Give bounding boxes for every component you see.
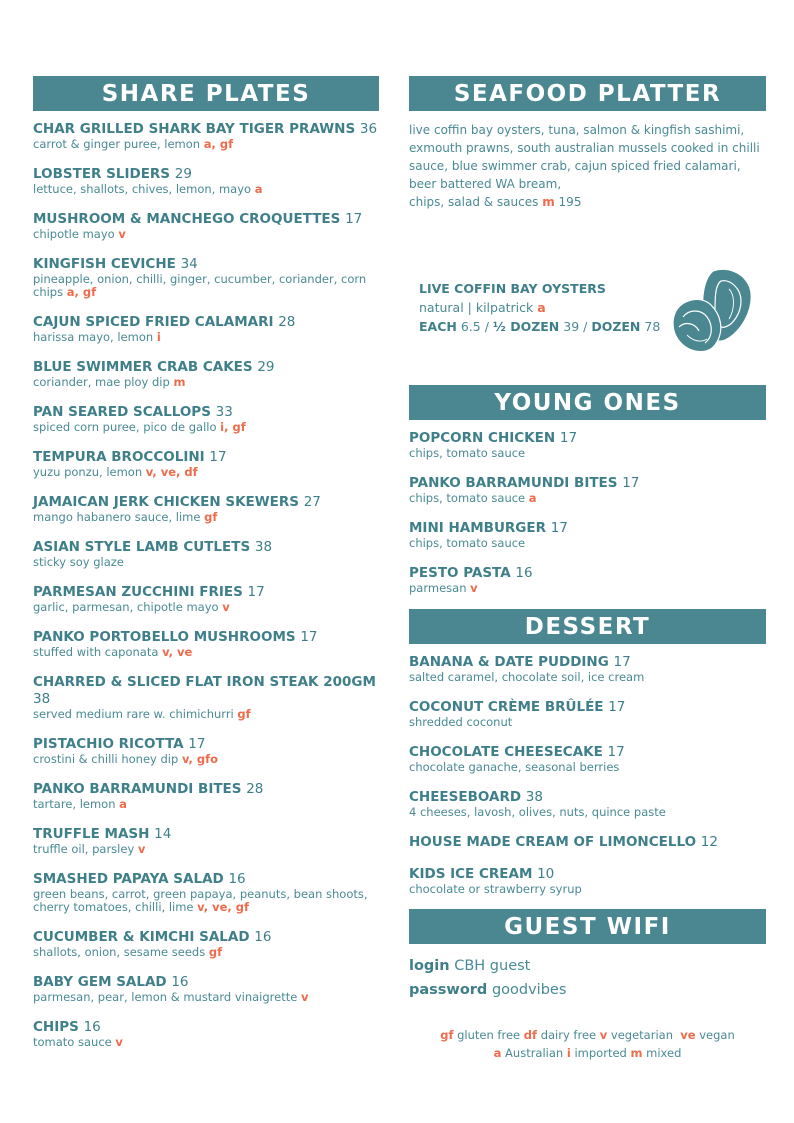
menu-item-heading (33, 974, 379, 991)
menu-item-price: 36 (359, 121, 378, 137)
menu-item-desc-text: yuzu ponzu, lemon (33, 465, 143, 479)
menu-item-price: 38 (33, 691, 51, 707)
menu-item-heading (409, 475, 766, 492)
dietary-tag: v, gfo (181, 752, 219, 766)
menu-item (33, 314, 379, 344)
menu-item-name: LOBSTER SLIDERS (33, 166, 171, 182)
menu-item-description (33, 646, 379, 659)
menu-item (33, 674, 379, 721)
menu-item (33, 929, 379, 959)
menu-item-desc-text: coriander, mae ploy dip (33, 375, 170, 389)
menu-item-name: CAJUN SPICED FRIED CALAMARI (33, 314, 274, 330)
menu-item-desc-text: spiced corn puree, pico de gallo (33, 420, 217, 434)
menu-item-price: 17 (209, 449, 227, 465)
menu-item-name: MINI HAMBURGER (409, 520, 547, 536)
menu-item-heading (409, 654, 766, 671)
menu-item-desc-text: chips, tomato sauce (409, 536, 526, 550)
menu-item-desc-text: parmesan, pear, lemon & mustard vinaigrette (33, 990, 298, 1004)
menu-item-description (409, 883, 766, 896)
menu-item-price: 33 (215, 404, 233, 420)
password-label: password (409, 982, 488, 998)
share-plates-list (33, 121, 379, 1049)
menu-item-description (409, 447, 766, 460)
platter-price: 195 (558, 195, 582, 209)
menu-item-description (33, 991, 379, 1004)
menu-item-description (33, 376, 379, 389)
menu-item-name: BANANA & DATE PUDDING (409, 654, 609, 670)
dozen-price: 78 (644, 319, 661, 334)
menu-item-name: JAMAICAN JERK CHICKEN SKEWERS (33, 494, 299, 510)
menu-item (33, 974, 379, 1004)
menu-item-description (33, 1036, 379, 1049)
dietary-tag: v (222, 600, 230, 614)
menu-item-heading (409, 866, 766, 883)
legend-text: Australian (505, 1046, 564, 1060)
young-ones-list (409, 430, 766, 595)
menu-item-desc-text: tomato sauce (33, 1035, 112, 1049)
menu-item (33, 736, 379, 766)
menu-item-desc-text: parmesan (409, 581, 467, 595)
menu-item-description (33, 331, 379, 344)
menu-item-description (409, 582, 766, 595)
menu-item-heading (33, 314, 379, 331)
password-value: goodvibes (491, 982, 567, 998)
dozen-label: DOZEN (591, 319, 641, 334)
menu-item-desc-text: salted caramel, chocolate soil, ice cream (409, 670, 645, 684)
menu-item-description (409, 761, 766, 774)
dietary-tag: v (118, 227, 126, 241)
menu-item-heading (33, 404, 379, 421)
menu-item-desc-text: chips, tomato sauce (409, 446, 526, 460)
legend-text: vegan (699, 1028, 735, 1042)
menu-item-heading (33, 674, 379, 708)
menu-item-desc-text: crostini & chilli honey dip (33, 752, 179, 766)
oysters-desc: natural | kilpatrick (419, 300, 534, 315)
young-ones-heading: YOUNG ONES (409, 385, 766, 420)
menu-item-description (33, 273, 379, 299)
legend-text: gluten free (457, 1028, 521, 1042)
menu-item (409, 475, 766, 505)
menu-item-heading (409, 565, 766, 582)
menu-item-price: 17 (608, 699, 626, 715)
oysters-section (409, 271, 766, 363)
legend-key: v (599, 1028, 608, 1042)
menu-item-desc-text: chips, tomato sauce (409, 491, 526, 505)
menu-item-desc-text: mango habanero sauce, lime (33, 510, 201, 524)
menu-item-description (33, 753, 379, 766)
menu-item (33, 211, 379, 241)
menu-item-name: PISTACHIO RICOTTA (33, 736, 184, 752)
menu-item-heading (33, 121, 379, 138)
menu-item-description (33, 843, 379, 856)
menu-item-description (409, 671, 766, 684)
dietary-tag: v, ve, gf (197, 900, 249, 914)
menu-item-price: 28 (278, 314, 296, 330)
menu-item-price: 28 (246, 781, 264, 797)
menu-item-desc-text: tartare, lemon (33, 797, 116, 811)
menu-item-desc-text: green beans, carrot, green papaya, peanuts, bean shoots, cherry tomatoes, chilli, lime (33, 887, 368, 914)
menu-item-price: 17 (607, 744, 625, 760)
menu-item-desc-text: chipotle mayo (33, 227, 115, 241)
dietary-tag: i, gf (220, 420, 246, 434)
oysters-title: LIVE COFFIN BAY OYSTERS (419, 281, 606, 296)
menu-item (33, 1019, 379, 1049)
menu-item-name: CUCUMBER & KIMCHI SALAD (33, 929, 250, 945)
menu-item-price: 17 (550, 520, 568, 536)
menu-item (33, 404, 379, 434)
menu-item (33, 539, 379, 569)
oysters-text (419, 279, 660, 336)
menu-item-price: 16 (83, 1019, 101, 1035)
menu-item-desc-text: shredded coconut (409, 715, 513, 729)
menu-item-name: COCONUT CRÈME BRÛLÉE (409, 699, 604, 715)
menu-item-name: PANKO PORTOBELLO MUSHROOMS (33, 629, 296, 645)
legend-key: a (493, 1046, 502, 1060)
menu-item (33, 494, 379, 524)
menu-item-heading (33, 871, 379, 888)
each-price: 6.5 (460, 319, 481, 334)
menu-item-heading (409, 430, 766, 447)
menu-item-heading (33, 256, 379, 273)
dietary-tag: v (137, 842, 146, 856)
menu-item-name: TRUFFLE MASH (33, 826, 150, 842)
menu-item-name: TEMPURA BROCCOLINI (33, 449, 205, 465)
oyster-icon (671, 265, 753, 355)
dietary-legend (409, 1026, 766, 1062)
dietary-tag: a (528, 491, 537, 505)
menu-item-description (33, 228, 379, 241)
menu-item-name: PARMESAN ZUCCHINI FRIES (33, 584, 243, 600)
dietary-tag: v, ve (162, 645, 193, 659)
menu-item-description (33, 138, 379, 151)
dietary-tag: gf (208, 945, 223, 959)
platter-line: exmouth prawns, south australian mussels cooked in chilli (409, 141, 760, 155)
platter-line: sauce, blue swimmer crab, cajun spiced fried calamari, (409, 159, 741, 173)
platter-line: live coffin bay oysters, tuna, salmon & kingfish sashimi, (409, 123, 745, 137)
menu-item-price: 16 (515, 565, 533, 581)
menu-item (33, 256, 379, 299)
menu-item-name: CHAR GRILLED SHARK BAY TIGER PRAWNS (33, 121, 356, 137)
menu-item (33, 781, 379, 811)
menu-item-heading (409, 520, 766, 537)
dietary-tag: a (119, 797, 127, 811)
menu-item-description (33, 556, 379, 569)
menu-item-name: PANKO BARRAMUNDI BITES (33, 781, 242, 797)
menu-item-price: 17 (300, 629, 318, 645)
menu-item-description (409, 492, 766, 505)
menu-item-desc-text: shallots, onion, sesame seeds (33, 945, 206, 959)
menu-item-desc-text: truffle oil, parsley (33, 842, 135, 856)
menu-item (409, 699, 766, 729)
menu-item-desc-text: sticky soy glaze (33, 555, 124, 569)
menu-item (409, 866, 766, 896)
dietary-tag: gf (237, 707, 251, 721)
menu-item-desc-text: chocolate ganache, seasonal berries (409, 760, 620, 774)
menu-item-name: PANKO BARRAMUNDI BITES (409, 475, 618, 491)
menu-item-price: 16 (171, 974, 189, 990)
menu-item-description (409, 537, 766, 550)
menu-item-name: CHEESEBOARD (409, 789, 522, 805)
oysters-prices: EACH 6.5 / ½ DOZEN 39 / DOZEN 78 (419, 319, 661, 334)
menu-item-description (33, 421, 379, 434)
each-label: EACH (419, 319, 457, 334)
menu-item (409, 834, 766, 851)
menu-item-heading (33, 359, 379, 376)
menu-item-name: SMASHED PAPAYA SALAD (33, 871, 224, 887)
seafood-platter-description (409, 121, 766, 211)
menu-item-description (409, 806, 766, 819)
platter-line-price (409, 193, 766, 211)
menu-item-description (33, 466, 379, 479)
menu-item-name: PESTO PASTA (409, 565, 511, 581)
legend-key: ve (680, 1028, 696, 1042)
menu-item-heading (33, 539, 379, 556)
menu-item (33, 584, 379, 614)
dietary-tag: gf (204, 510, 218, 524)
guest-wifi-heading: GUEST WIFI (409, 909, 766, 944)
menu-item-price: 17 (622, 475, 640, 491)
half-dozen-label: ½ DOZEN (492, 319, 560, 334)
menu-item-description (33, 511, 379, 524)
menu-item-price: 17 (247, 584, 265, 600)
share-plates-heading: SHARE PLATES (33, 76, 379, 111)
menu-item (33, 826, 379, 856)
menu-item-price: 16 (228, 871, 246, 887)
menu-item-heading (33, 494, 379, 511)
menu-item (409, 654, 766, 684)
menu-item-name: POPCORN CHICKEN (409, 430, 556, 446)
platter-line: beer battered WA bream, (409, 177, 562, 191)
menu-item-heading (409, 744, 766, 761)
menu-item-name: ASIAN STYLE LAMB CUTLETS (33, 539, 251, 555)
dietary-tag: a, gf (203, 137, 234, 151)
menu-item-name: CHOCOLATE CHEESECAKE (409, 744, 603, 760)
menu-item-price: 38 (525, 789, 543, 805)
menu-item-name: CHIPS (33, 1019, 79, 1035)
menu-item (409, 520, 766, 550)
menu-item-heading (33, 449, 379, 466)
menu-item-price: 27 (303, 494, 321, 510)
menu-item-desc-text: carrot & ginger puree, lemon (33, 137, 201, 151)
menu-item-price: 12 (700, 834, 718, 850)
menu-item-price: 34 (180, 256, 198, 272)
menu-item-price: 38 (254, 539, 273, 555)
right-column (409, 76, 766, 1062)
menu-item-desc-text: chocolate or strawberry syrup (409, 882, 582, 896)
legend-text: dairy free (540, 1028, 597, 1042)
menu-item-desc-text: served medium rare w. chimichurri (33, 707, 234, 721)
dietary-tag: v, ve, df (145, 465, 198, 479)
menu-item-heading (33, 1019, 379, 1036)
menu-item-name: BLUE SWIMMER CRAB CAKES (33, 359, 253, 375)
menu-item-desc-text: stuffed with caponata (33, 645, 159, 659)
legend-text: vegetarian (610, 1028, 673, 1042)
dietary-tag: a, gf (66, 285, 97, 299)
menu-item-description (33, 946, 379, 959)
menu-item-description (33, 708, 379, 721)
menu-item-heading (409, 699, 766, 716)
menu-item (33, 629, 379, 659)
menu-item (33, 449, 379, 479)
menu-item-price: 17 (188, 736, 206, 752)
menu-item-price: 10 (537, 866, 555, 882)
platter-line: chips, salad & sauces (409, 195, 539, 209)
menu-item-name: BABY GEM SALAD (33, 974, 167, 990)
menu-item-desc-text: 4 cheeses, lavosh, olives, nuts, quince paste (409, 805, 666, 819)
dietary-tag: a (537, 300, 546, 315)
menu-item-price: 29 (174, 166, 192, 182)
menu-item-heading (33, 826, 379, 843)
menu-item-desc-text: harissa mayo, lemon (33, 330, 154, 344)
menu-item-description (33, 798, 379, 811)
menu-item-desc-text: lettuce, shallots, chives, lemon, mayo (33, 182, 252, 196)
menu-item-description (409, 716, 766, 729)
seafood-platter-heading: SEAFOOD PLATTER (409, 76, 766, 111)
menu-item-heading (33, 211, 379, 228)
legend-key: df (523, 1028, 538, 1042)
menu-item-price: 17 (559, 430, 578, 446)
login-label: login (409, 958, 450, 974)
menu-item (33, 121, 379, 151)
menu-item-name: KIDS ICE CREAM (409, 866, 533, 882)
menu-item-heading (33, 736, 379, 753)
legend-key: gf (440, 1028, 454, 1042)
left-column (33, 76, 379, 1064)
menu-item-desc-text: garlic, parmesan, chipotle mayo (33, 600, 219, 614)
half-dozen-price: 39 (563, 319, 580, 334)
dietary-tag: a (254, 182, 263, 196)
login-value: CBH guest (454, 958, 531, 974)
menu-item-price: 17 (345, 211, 363, 227)
menu-item (33, 871, 379, 914)
menu-item-heading (33, 929, 379, 946)
menu-item-heading (33, 629, 379, 646)
menu-item-price: 29 (257, 359, 275, 375)
menu-item-description (33, 601, 379, 614)
menu-item-heading (33, 781, 379, 798)
menu-item-description (33, 888, 379, 914)
menu-item-heading (409, 834, 766, 851)
dietary-tag: m (542, 195, 555, 209)
dietary-tag: i (156, 330, 161, 344)
dessert-list (409, 654, 766, 896)
menu-item (33, 166, 379, 196)
dietary-tag: v (300, 990, 309, 1004)
menu-item-heading (409, 789, 766, 806)
menu-item-name: KINGFISH CEVICHE (33, 256, 176, 272)
dietary-tag: m (173, 375, 186, 389)
menu-item-heading (33, 584, 379, 601)
menu-item-heading (33, 166, 379, 183)
menu-item (409, 744, 766, 774)
dietary-tag: v (470, 581, 478, 595)
legend-key: i (566, 1046, 571, 1060)
menu-item-description (33, 183, 379, 196)
menu-item (409, 789, 766, 819)
menu-item-price: 14 (154, 826, 172, 842)
dessert-heading: DESSERT (409, 609, 766, 644)
menu-item-name: MUSHROOM & MANCHEGO CROQUETTES (33, 211, 341, 227)
wifi-details (409, 954, 766, 1002)
menu-item-desc-text: pineapple, onion, chilli, ginger, cucumber, coriander, corn chips (33, 272, 367, 299)
legend-key: m (630, 1046, 643, 1060)
menu-item (33, 359, 379, 389)
menu-item-price: 17 (613, 654, 631, 670)
menu-item-name: PAN SEARED SCALLOPS (33, 404, 211, 420)
menu-item-name: CHARRED & SLICED FLAT IRON STEAK 200GM (33, 674, 376, 690)
menu-item (409, 430, 766, 460)
menu-item (409, 565, 766, 595)
legend-text: imported (574, 1046, 627, 1060)
menu-item-price: 16 (254, 929, 272, 945)
dietary-tag: v (115, 1035, 123, 1049)
legend-text: mixed (646, 1046, 682, 1060)
menu-item-name: HOUSE MADE CREAM OF LIMONCELLO (409, 834, 697, 850)
